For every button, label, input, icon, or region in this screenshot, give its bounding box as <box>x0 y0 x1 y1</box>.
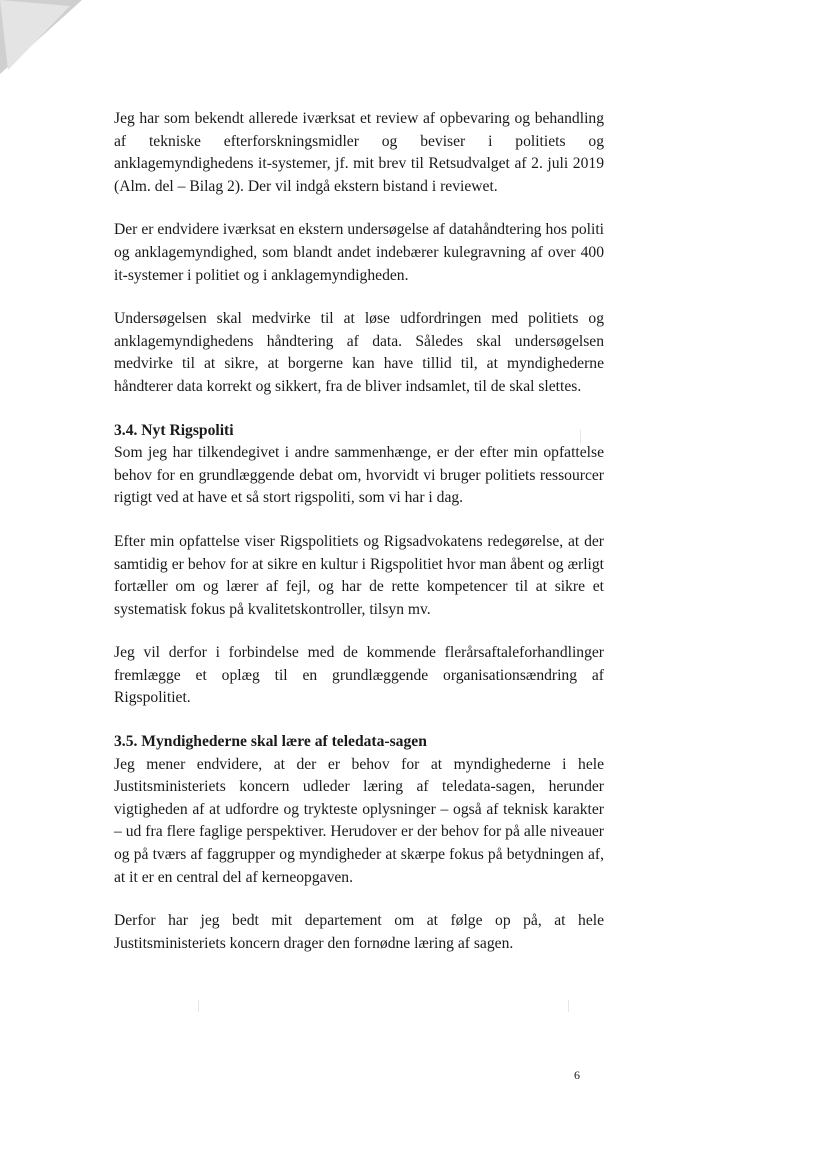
scan-speck <box>198 1000 199 1012</box>
paragraph: Efter min opfattelse viser Rigspolitiets og Rigsadvokatens redegørelse, at der samtidig er behov for at sikre en kultur i Rigspolitiet hvor man åbent og ærligt fortæller om og lærer af fejl, og har de rette kompetencer til at sikre et systematisk fokus på kvalitetskontroller, tilsyn mv. <box>114 532 604 618</box>
paragraph: Der er endvidere iværksat en ekstern undersøgelse af datahåndtering hos politi og anklagemyndighed, som blandt andet indebærer kulegravning af over 400 it-systemer i politiet og i anklagemyndigheden. <box>114 221 604 284</box>
section-heading: 3.5. Myndighederne skal lære af teledata-sagen <box>114 733 427 751</box>
scan-speck <box>568 1000 569 1012</box>
paragraph: Som jeg har tilkendegivet i andre sammenhænge, er der efter min opfattelse behov for en grundlæggende debat om, hvorvidt vi bruger politiets ressourcer rigtigt ved at have et så stort rigspoliti, som vi har i dag. <box>114 444 604 507</box>
section-heading: 3.4. Nyt Rigspoliti <box>114 421 234 439</box>
paragraph: Jeg vil derfor i forbindelse med de kommende flerårsaftaleforhandlinger fremlægge et oplæg til en grundlæggende organisationsændring af Rigspolitiet. <box>114 644 604 707</box>
paragraph: Derfor har jeg bedt mit departement om at følge op på, at hele Justitsministeriets koncern drager den fornødne læring af sagen. <box>114 912 604 952</box>
paragraph: Jeg har som bekendt allerede iværksat et review af opbevaring og behandling af tekniske efterforskningsmidler og beviser i politiets og anklagemyndighedens it-systemer, jf. mit brev til Retsudvalget af 2. juli 2019 (Alm. del – Bilag 2). Der vil indgå ekstern bistand i reviewet. <box>114 110 604 195</box>
page-number: 6 <box>574 1068 580 1082</box>
paragraph: Undersøgelsen skal medvirke til at løse udfordringen med politiets og anklagemyndighedens håndtering af data. Således skal undersøgelsen medvirke til at sikre, at borgerne kan have tillid til, at myndighederne håndterer data korrekt og sikkert, fra de bliver indsamlet, til de skal slettes. <box>114 310 604 395</box>
document-body <box>114 108 604 955</box>
paragraph: Jeg mener endvidere, at der er behov for at myndighederne i hele Justitsministeriets koncern udleder læring af teledata-sagen, herunder vigtigheden af at udfordre og trykteste oplysninger – også af teknisk karakter – ud fra flere faglige perspektiver. Herudover er der behov for på alle niveauer og på tværs af faggrupper og myndigheder at skærpe fokus på betydningen af, at it er en central del af kerneopgaven. <box>114 755 604 886</box>
folded-corner-shadow <box>0 0 82 74</box>
